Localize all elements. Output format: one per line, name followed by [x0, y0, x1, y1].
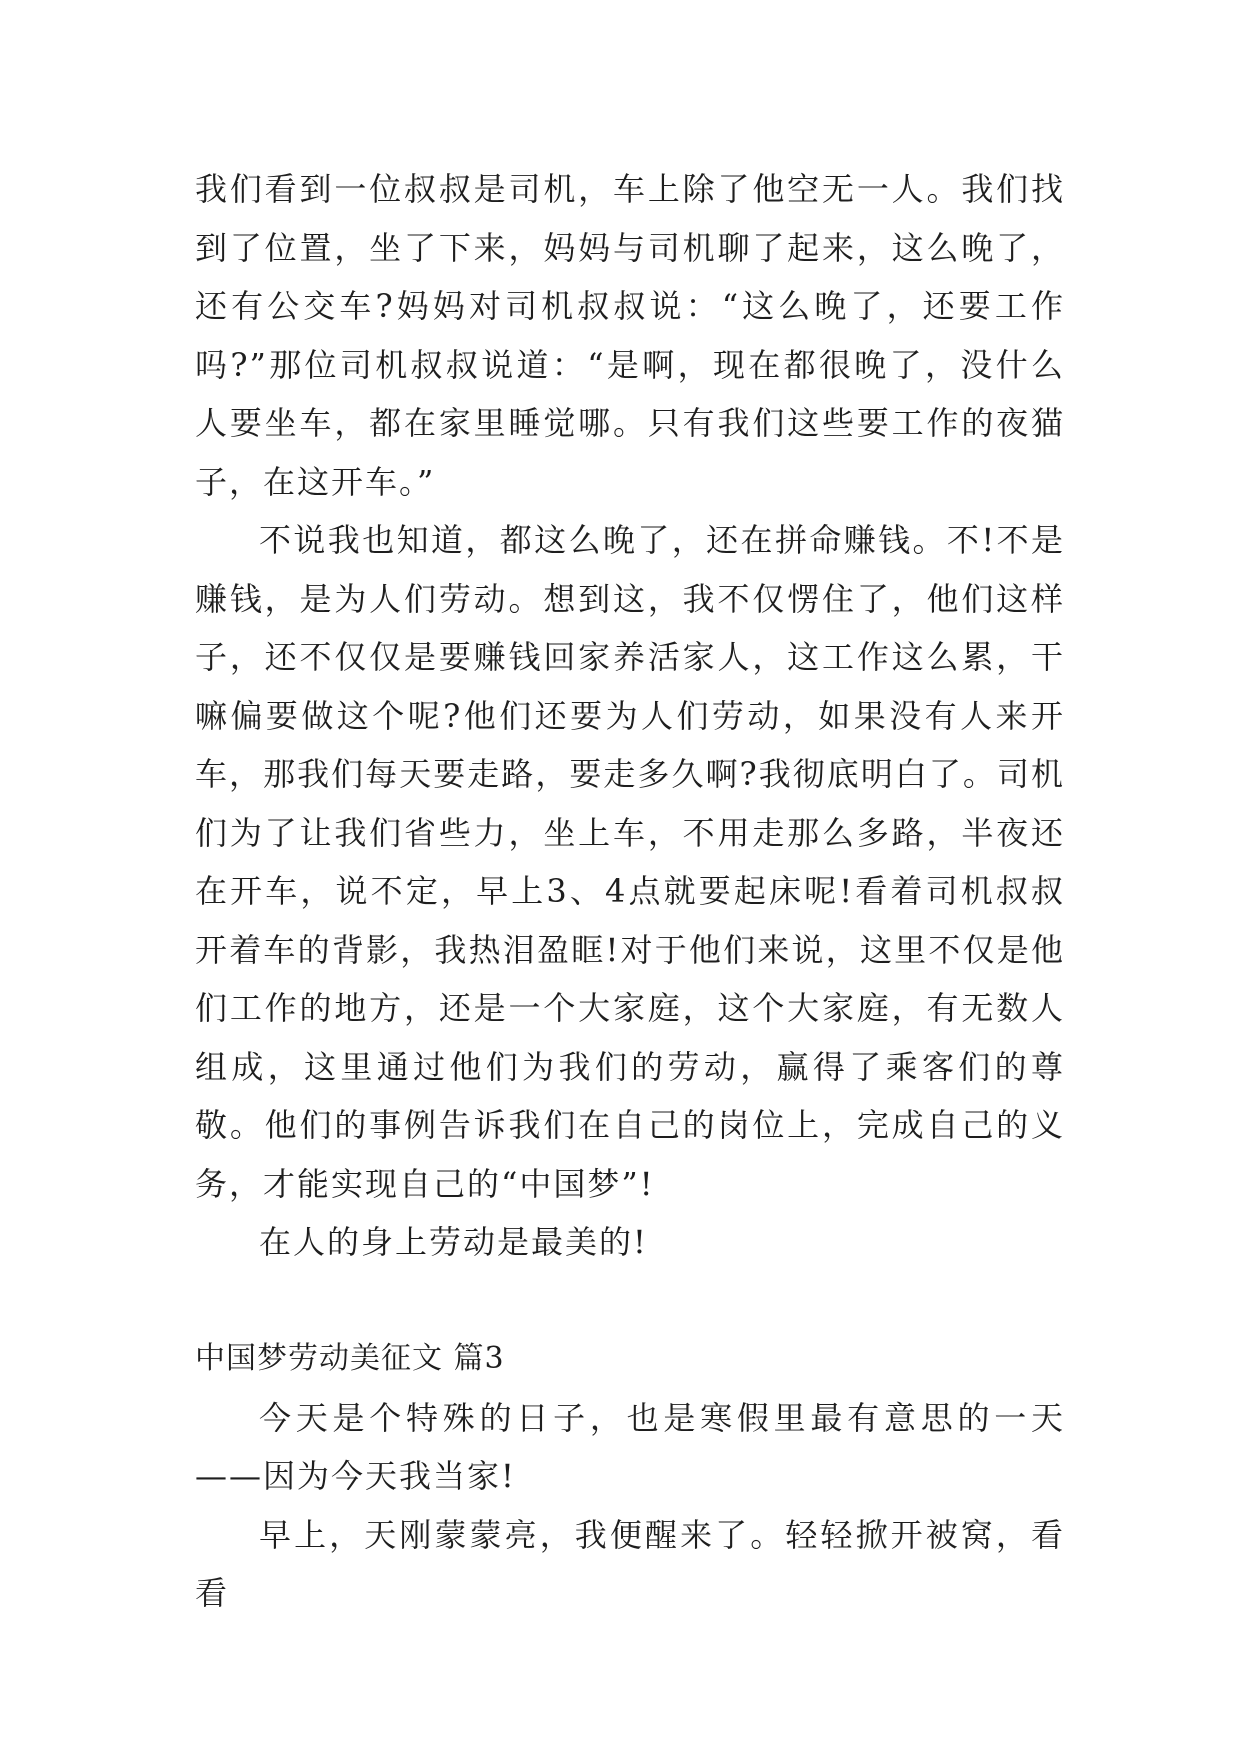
document-body — [195, 160, 1065, 1623]
paragraph-2: 不说我也知道，都这么晚了，还在拼命赚钱。不!不是赚钱，是为人们劳动。想到这，我不仅愣住了，他们这样子，还不仅仅是要赚钱回家养活家人，这工作这么累，干嘛偏要做这个呢?他们还要为人们劳动，如果没有人来开车，那我们每天要走路，要走多久啊?我彻底明白了。司机们为了让我们省些力，坐上车，不用走那么多路，半夜还在开车，说不定，早上3、4点就要起床呢!看着司机叔叔开着车的背影，我热泪盈眶!对于他们来说，这里不仅是他们工作的地方，还是一个大家庭，这个大家庭，有无数人组成，这里通过他们为我们的劳动，赢得了乘客们的尊敬。他们的事例告诉我们在自己的岗位上，完成自己的义务，才能实现自己的“中国梦”! — [195, 521, 1065, 1203]
section-paragraph-2: 早上，天刚蒙蒙亮，我便醒来了。轻轻掀开被窝，看看 — [195, 1515, 1065, 1612]
section-spacer — [195, 1272, 1065, 1331]
section-heading: 中国梦劳动美征文 篇3 — [195, 1341, 505, 1376]
section-paragraph-1: 今天是个特殊的日子，也是寒假里最有意思的一天——因为今天我当家! — [195, 1398, 1065, 1495]
paragraph-3: 在人的身上劳动是最美的! — [259, 1223, 648, 1261]
paragraph-1: 我们看到一位叔叔是司机，车上除了他空无一人。我们找到了位置，坐了下来，妈妈与司机聊了起来，这么晚了，还有公交车?妈妈对司机叔叔说：“这么晚了，还要工作吗?”那位司机叔叔说道：“是啊，现在都很晚了，没什么人要坐车，都在家里睡觉哪。只有我们这些要工作的夜猫子，在这开车。” — [195, 170, 1065, 501]
